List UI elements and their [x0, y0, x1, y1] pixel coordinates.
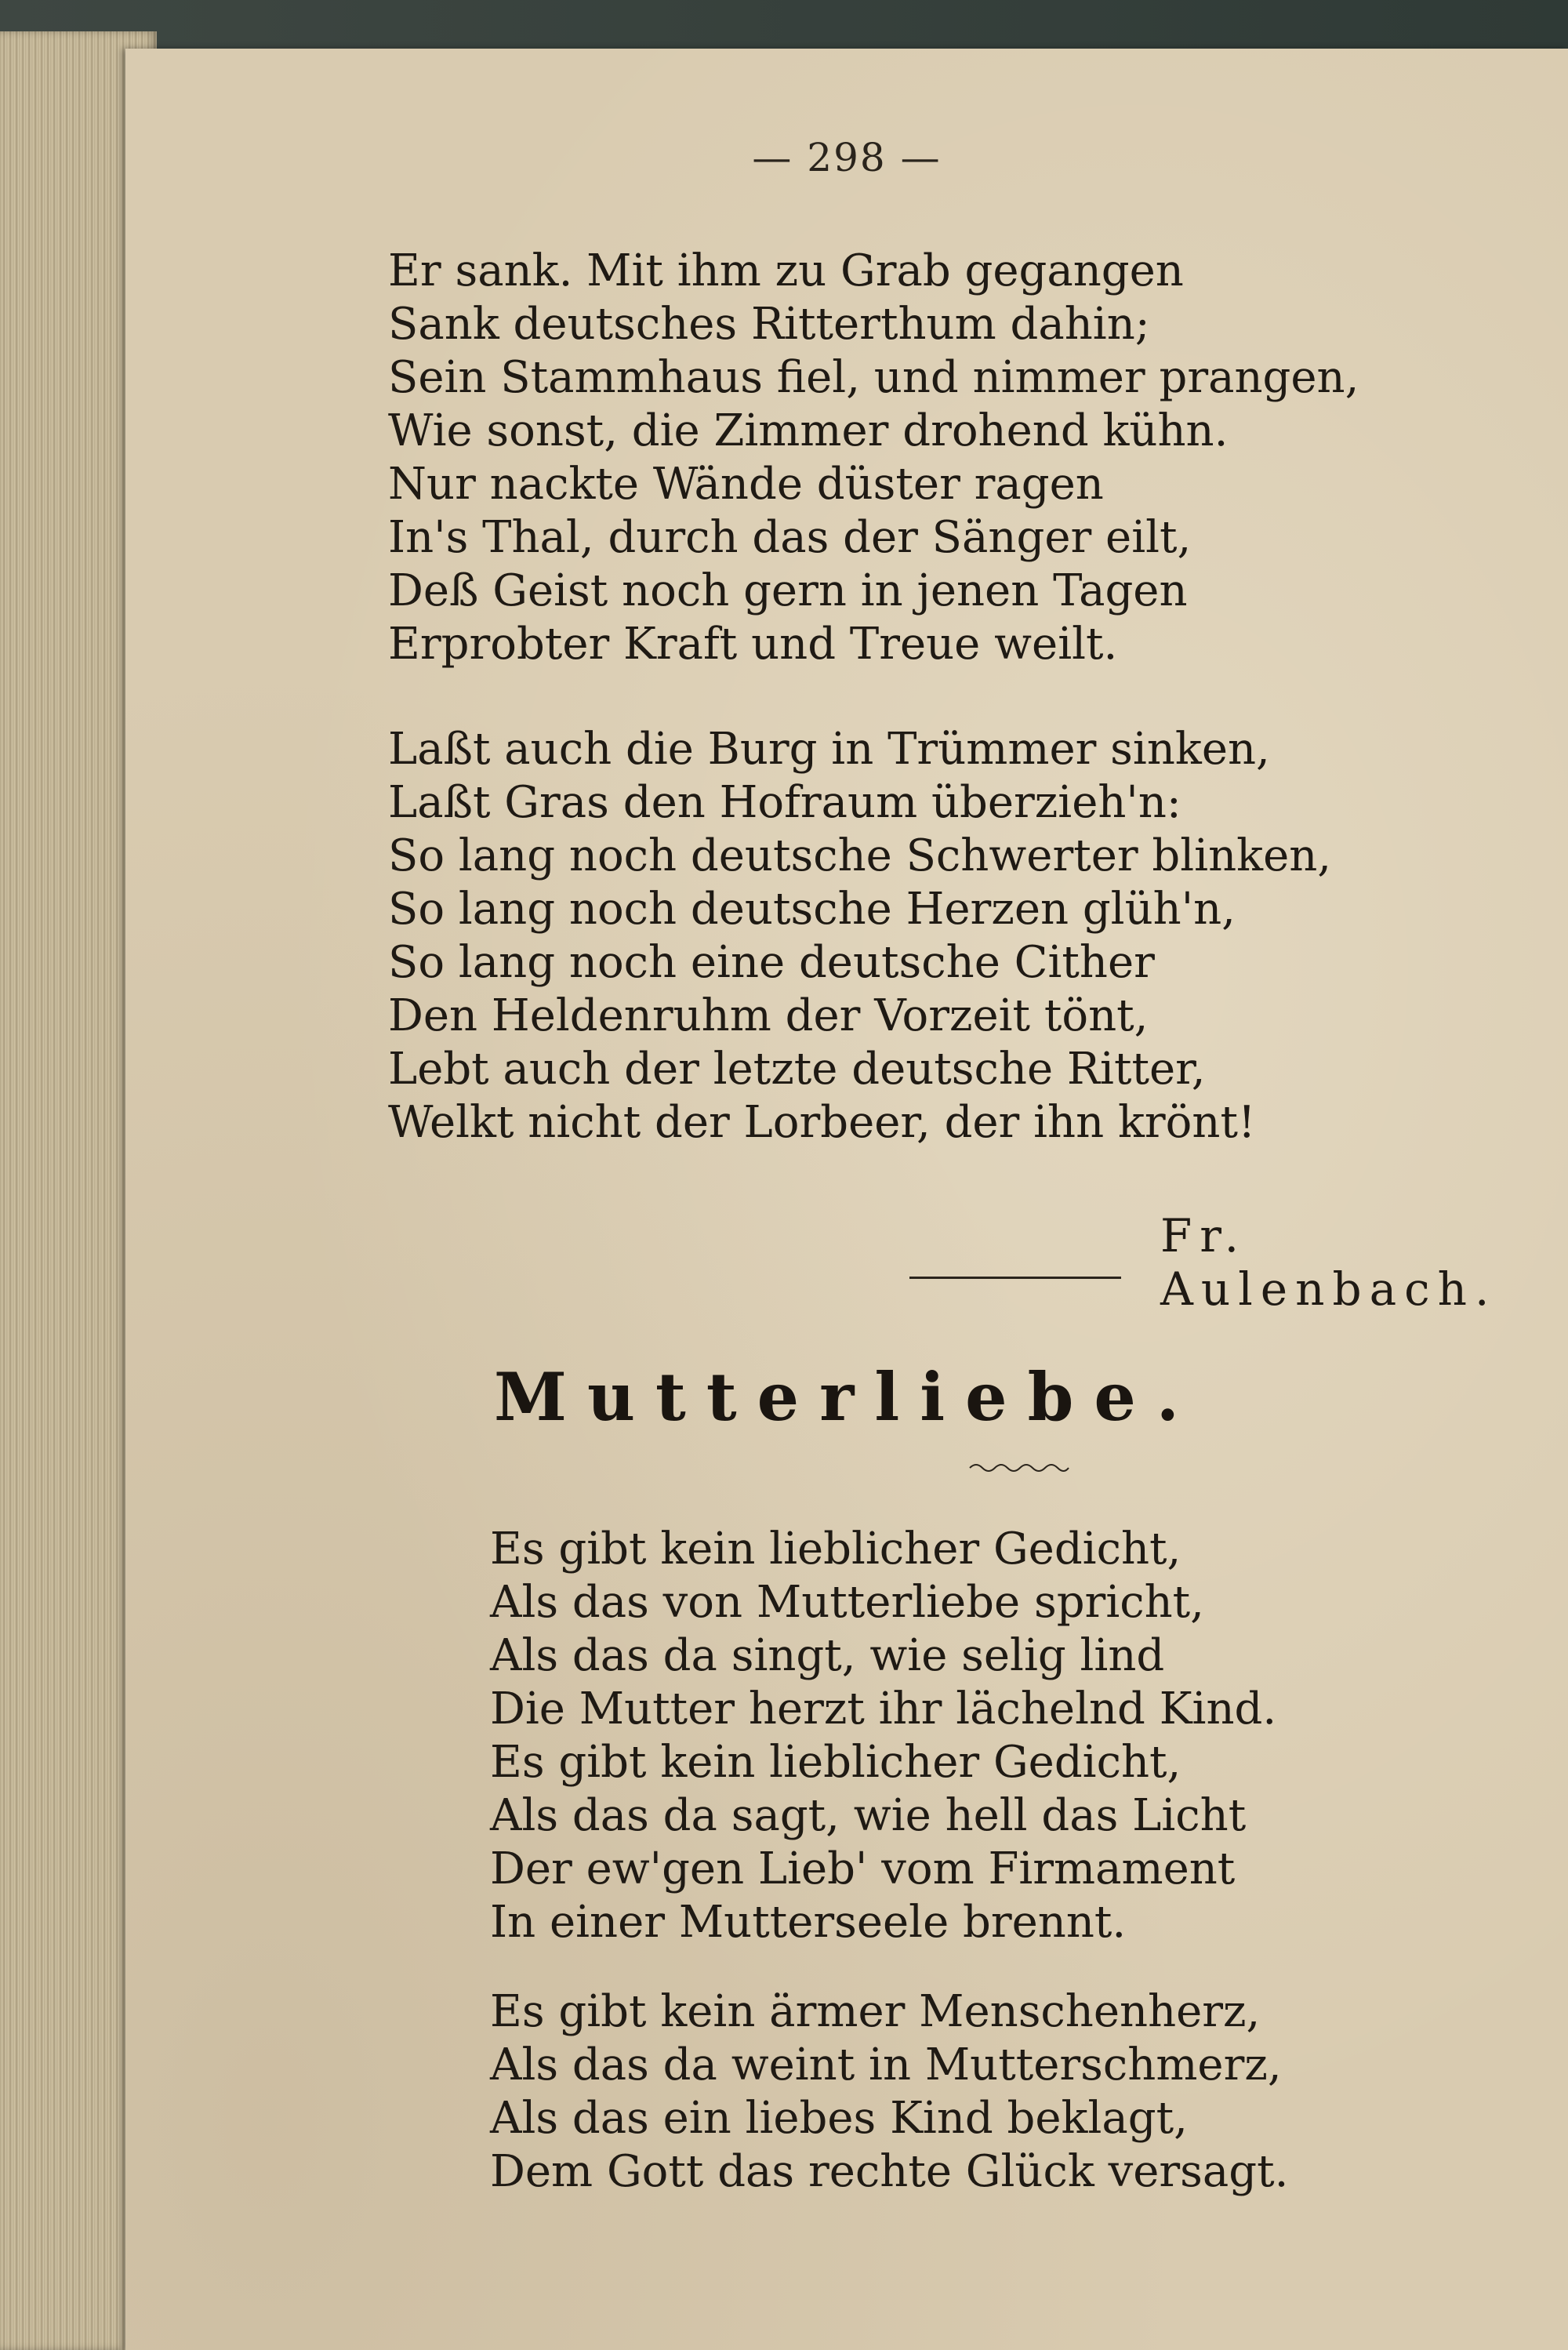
- verse-line: Laßt Gras den Hofraum überzieh'n:: [388, 777, 1181, 828]
- verse-line: Erprobter Kraft und Treue weilt.: [388, 619, 1118, 670]
- verse-line: Den Heldenruhm der Vorzeit tönt,: [388, 990, 1149, 1041]
- verse-line: Als das ein liebes Kind beklagt,: [490, 2093, 1188, 2144]
- verse-line: Es gibt kein lieblicher Gedicht,: [490, 1737, 1181, 1788]
- verse-line: Er sank. Mit ihm zu Grab gegangen: [388, 245, 1184, 296]
- author-signature: Fr. Aulenbach.: [1160, 1209, 1497, 1316]
- verse-line: Nur nackte Wände düster ragen: [388, 459, 1104, 510]
- verse-line: Die Mutter herzt ihr lächelnd Kind.: [490, 1684, 1277, 1734]
- verse-line: Als das da sagt, wie hell das Licht: [490, 1790, 1247, 1841]
- verse-line: Laßt auch die Burg in Trümmer sinken,: [388, 724, 1270, 775]
- verse-line: Es gibt kein lieblicher Gedicht,: [490, 1524, 1181, 1575]
- verse-line: So lang noch eine deutsche Cither: [388, 937, 1155, 988]
- verse-line: In's Thal, durch das der Sänger eilt,: [388, 512, 1192, 563]
- verse-line: Als das da singt, wie selig lind: [490, 1630, 1165, 1681]
- stanza-3: [490, 1523, 1276, 1949]
- verse-line: Als das von Mutterliebe spricht,: [490, 1577, 1204, 1628]
- verse-line: Welkt nicht der Lorbeer, der ihn krönt!: [388, 1097, 1256, 1148]
- verse-line: In einer Mutterseele brennt.: [490, 1897, 1127, 1948]
- verse-line: Als das da weint in Mutterschmerz,: [490, 2039, 1282, 2090]
- stanza-2: [388, 723, 1331, 1150]
- page-number: — 298 —: [752, 135, 942, 180]
- stanza-4: [490, 1985, 1288, 2199]
- verse-line: Sank deutsches Ritterthum dahin;: [388, 299, 1150, 350]
- verse-line: Wie sonst, die Zimmer drohend kühn.: [388, 405, 1229, 456]
- verse-line: So lang noch deutsche Herzen glüh'n,: [388, 884, 1236, 935]
- section-divider: [909, 1277, 1121, 1279]
- verse-line: Sein Stammhaus fiel, und nimmer prangen,: [388, 352, 1359, 403]
- wave-ornament-icon: [968, 1460, 1070, 1476]
- stanza-1: [388, 245, 1359, 671]
- verse-line: So lang noch deutsche Schwerter blinken,: [388, 830, 1332, 881]
- verse-line: Es gibt kein ärmer Menschenherz,: [490, 1986, 1261, 2037]
- verse-line: Deß Geist noch gern in jenen Tagen: [388, 565, 1188, 616]
- poem-title: Mutterliebe.: [493, 1358, 1200, 1436]
- book-page: [125, 49, 1568, 2350]
- verse-line: Dem Gott das rechte Glück versagt.: [490, 2146, 1289, 2197]
- verse-line: Der ew'gen Lieb' vom Firmament: [490, 1843, 1236, 1894]
- verse-line: Lebt auch der letzte deutsche Ritter,: [388, 1044, 1206, 1095]
